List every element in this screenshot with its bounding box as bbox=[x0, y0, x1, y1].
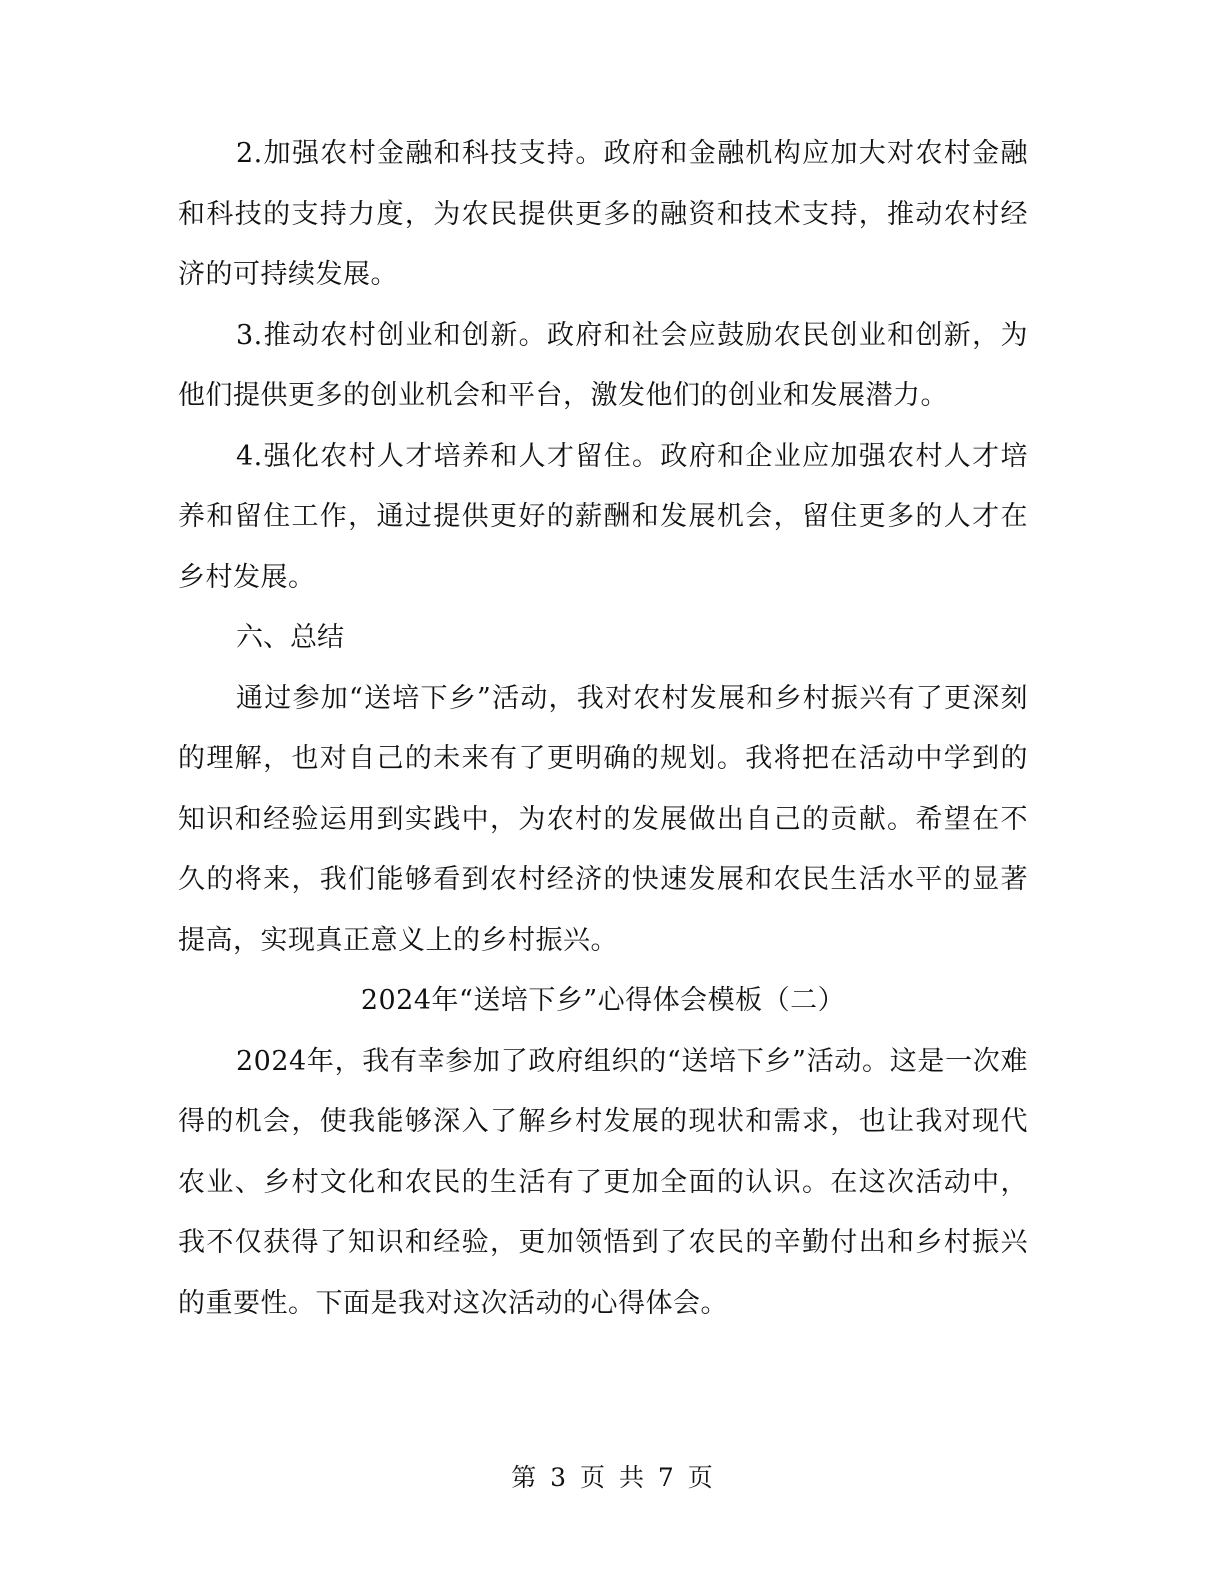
paragraph-summary: 通过参加“送培下乡”活动，我对农村发展和乡村振兴有了更深刻的理解，也对自己的未来有了更明确的规划。我将把在活动中学到的知识和经验运用到实践中，为农村的发展做出自己的贡献。希望在不久的将来，我们能够看到农村经济的快速发展和农民生活水平的显著提高，实现真正意义上的乡村振兴。 bbox=[178, 682, 1028, 956]
document-title: 2024年“送培下乡”心得体会模板（二） bbox=[360, 985, 846, 1016]
paragraph-talent: 4.强化农村人才培养和人才留住。政府和企业应加强农村人才培养和留住工作，通过提供更好的薪酬和发展机会，留住更多的人才在乡村发展。 bbox=[178, 440, 1028, 593]
section-heading-summary: 六、总结 bbox=[236, 622, 344, 653]
page-content bbox=[178, 124, 1028, 1334]
paragraph-intro: 2024年，我有幸参加了政府组织的“送培下乡”活动。这是一次难得的机会，使我能够深入了解乡村发展的现状和需求，也让我对现代农业、乡村文化和农民的生活有了更加全面的认识。在这次活动中，我不仅获得了知识和经验，更加领悟到了农民的辛勤付出和乡村振兴的重要性。下面是我对这次活动的心得体会。 bbox=[178, 1045, 1028, 1319]
paragraph-finance-tech: 2.加强农村金融和科技支持。政府和金融机构应加大对农村金融和科技的支持力度，为农民提供更多的融资和技术支持，推动农村经济的可持续发展。 bbox=[178, 138, 1028, 290]
paragraph-entrepreneurship: 3.推动农村创业和创新。政府和社会应鼓励农民创业和创新，为他们提供更多的创业机会和平台，激发他们的创业和发展潜力。 bbox=[178, 319, 1028, 411]
page-footer: 第 3 页 共 7 页 bbox=[511, 1463, 713, 1492]
